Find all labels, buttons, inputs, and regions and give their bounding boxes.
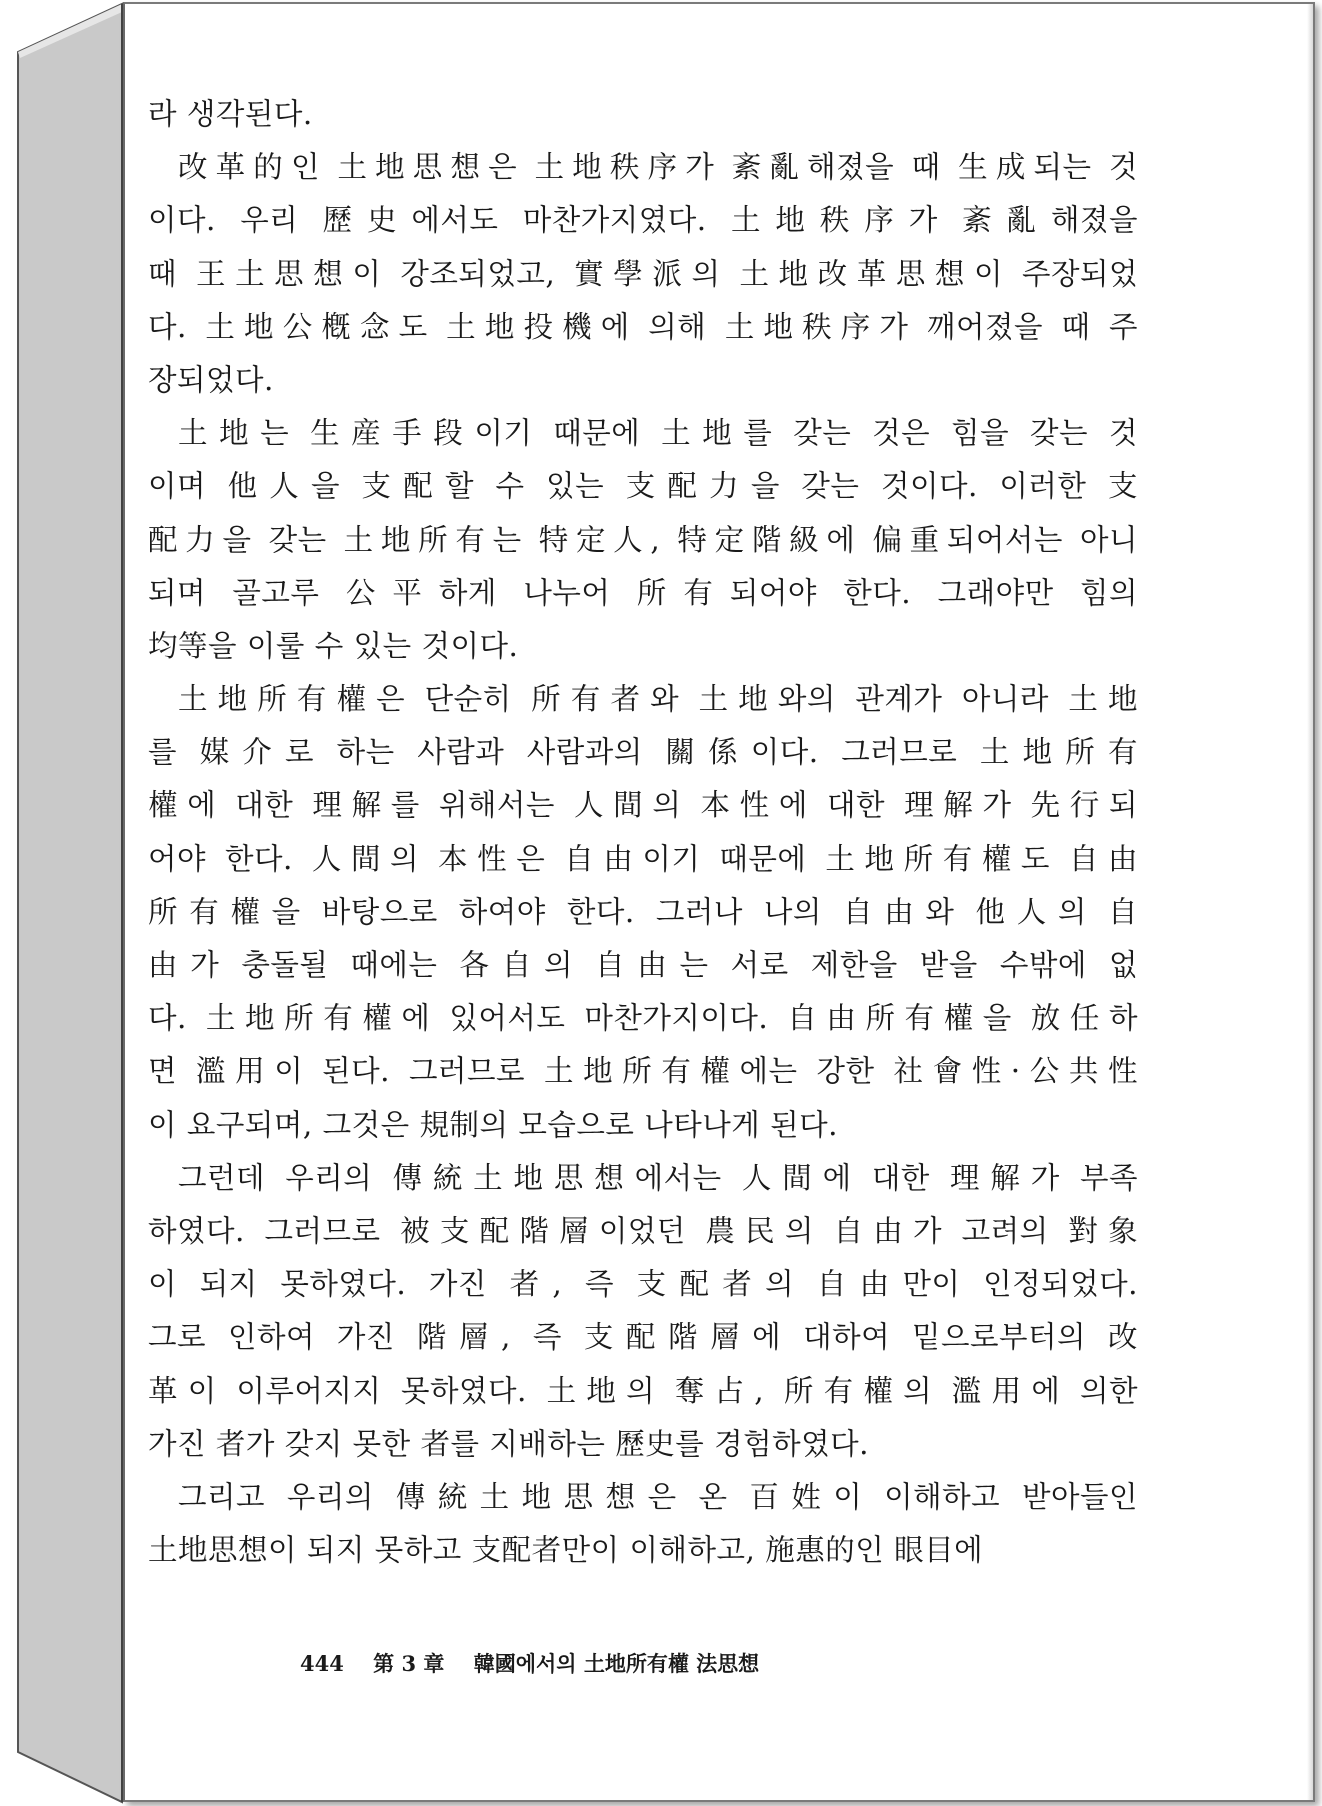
text-line: 다. 土地公槪念도 土地投機에 의해 土地秩序가 깨어졌을 때 주 [148, 309, 1138, 344]
paragraph [148, 1471, 1138, 1577]
text-line: 라 생각된다. [148, 97, 313, 131]
text-line: 由가 충돌될 때에는 各自의 自由는 서로 제한을 받을 수밖에 없 [148, 948, 1138, 982]
text-line: 土地所有權은 단순히 所有者와 土地와의 관계가 아니라 土地 [178, 682, 1138, 717]
paragraph [148, 673, 1138, 1152]
running-title: 韓國에서의 土地所有權 法思想 [473, 1651, 760, 1676]
text-line: 均等을 이룰 수 있는 것이다. [148, 628, 519, 663]
text-line: 土地는 生産手段이기 때문에 土地를 갖는 것은 힘을 갖는 것 [178, 416, 1138, 451]
text-line: 되며 골고루 公平하게 나누어 所有되어야 한다. 그래야만 힘의 [148, 575, 1138, 610]
text-line: 그런데 우리의 傳統土地思想에서는 人間에 대한 理解가 부족 [178, 1160, 1138, 1195]
text-line: 이 되지 못하였다. 가진 者, 즉 支配者의 自由만이 인정되었다. [148, 1267, 1138, 1302]
page-number: 444 [300, 1651, 344, 1676]
text-line: 權에 대한 理解를 위해서는 人間의 本性에 대한 理解가 先行되 [148, 788, 1138, 823]
text-line: 土地思想이 되지 못하고 支配者만이 이해하고, 施惠的인 眼目에 [148, 1533, 984, 1568]
book-spine [0, 0, 130, 1806]
text-line: 이 요구되며, 그것은 規制의 모습으로 나타나게 된다. [148, 1107, 838, 1142]
text-line: 를 媒介로 하는 사람과 사람과의 關係이다. 그러므로 土地所有 [148, 735, 1138, 770]
paragraph [148, 1152, 1138, 1471]
text-line: 配力을 갖는 土地所有는 特定人, 特定階級에 偏重되어서는 아니 [148, 522, 1138, 557]
chapter-label: 第 3 章 [373, 1651, 445, 1676]
paragraph [148, 141, 1138, 407]
paragraph [148, 88, 1138, 141]
text-line: 이다. 우리 歷史에서도 마찬가지였다. 土地秩序가 紊亂해졌을 [148, 203, 1138, 238]
page-footer [300, 1648, 781, 1678]
paragraph [148, 407, 1138, 673]
text-line: 이며 他人을 支配할 수 있는 支配力을 갖는 것이다. 이러한 支 [148, 469, 1138, 504]
page-body-text [148, 88, 1138, 1577]
text-line: 때 王土思想이 강조되었고, 實學派의 土地改革思想이 주장되었 [148, 256, 1138, 291]
page-edge [1307, 4, 1313, 1800]
text-line: 그리고 우리의 傳統土地思想은 온 百姓이 이해하고 받아들인 [178, 1479, 1138, 1514]
text-line: 다. 土地所有權에 있어서도 마찬가지이다. 自由所有權을 放任하 [148, 1001, 1138, 1036]
text-line: 면 濫用이 된다. 그러므로 土地所有權에는 강한 社會性·公共性 [148, 1054, 1138, 1089]
text-line: 어야 한다. 人間의 本性은 自由이기 때문에 土地所有權도 自由 [148, 841, 1138, 876]
text-line: 하였다. 그러므로 被支配階層이었던 農民의 自由가 고려의 對象 [148, 1213, 1138, 1248]
text-line: 장되었다. [148, 362, 274, 397]
text-line: 그로 인하여 가진 階層, 즉 支配階層에 대하여 밑으로부터의 改 [148, 1320, 1138, 1355]
text-line: 改革的인 土地思想은 土地秩序가 紊亂해졌을 때 生成되는 것 [178, 150, 1138, 185]
text-line: 革이 이루어지지 못하였다. 土地의 奪占, 所有權의 濫用에 의한 [148, 1373, 1138, 1408]
text-line: 가진 者가 갖지 못한 者를 지배하는 歷史를 경험하였다. [148, 1426, 869, 1461]
text-line: 所有權을 바탕으로 하여야 한다. 그러나 나의 自由와 他人의 自 [148, 894, 1138, 929]
